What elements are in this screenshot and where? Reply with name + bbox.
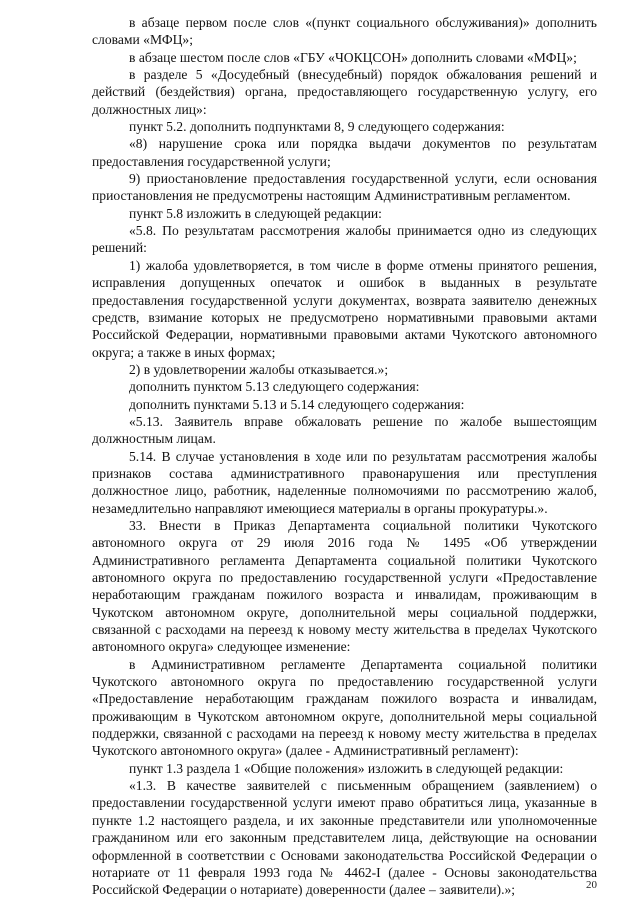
paragraph: 2) в удовлетворении жалобы отказывается.»; bbox=[129, 361, 389, 377]
paragraph: «5.8. По результатам рассмотрения жалобы принимается одно из следующих решений: bbox=[92, 223, 597, 256]
paragraph: «1.3. В качестве заявителей с письменным обращением (заявлением) о предоставлении государственной услуги имеют право обратиться лица, указанные в пункте 1.2 настоящего раздела, и их законные представители или уполномоченные гражданином или его законным представителем лица, действующие на основании оформленной в соответствии с Основами законодательства Российской Федерации о нотариате от 11 февраля 1993 года № 4462-I (далее - Основы законодательства Российской Федерации о нотариате) доверенности (далее – заявители).»; bbox=[92, 778, 597, 898]
paragraph: «5.13. Заявитель вправе обжаловать решение по жалобе вышестоящим должностным лицам. bbox=[92, 413, 597, 447]
paragraph: в разделе 5 «Досудебный (внесудебный) порядок обжалования решений и действий (бездействия) органа, предоставляющего государственную услугу, его должностных лиц»: bbox=[92, 67, 597, 117]
paragraph: пункт 5.2. дополнить подпунктами 8, 9 следующего содержания: bbox=[129, 119, 505, 135]
paragraph: 9) приостановление предоставления государственной услуги, если основания приостановления не предусмотрены настоящим Административным регламентом. bbox=[92, 171, 597, 204]
paragraph: 1) жалоба удовлетворяется, в том числе в форме отмены принятого решения, исправления допущенных опечаток и ошибок в выданных в результате предоставления государственной услуги документах, возврата заявителю денежных средств, взимание которых не предусмотрено нормативными правовыми актами Российской Федерации, нормативными правовыми актами Чукотского автономного округа; а также в иных формах; bbox=[92, 257, 597, 360]
paragraph: «8) нарушение срока или порядка выдачи документов по результатам предоставления государственной услуги; bbox=[92, 136, 597, 169]
paragraph: 5.14. В случае установления в ходе или по результатам рассмотрения жалобы признаков состава административного правонарушения или преступления должностное лицо, работник, наделенные полномочиями по рассмотрению жалоб, незамедлительно направляют имеющиеся материалы в органы прокуратуры.». bbox=[92, 448, 597, 516]
paragraph: пункт 1.3 раздела 1 «Общие положения» изложить в следующей редакции: bbox=[129, 760, 564, 776]
paragraph: дополнить пунктом 5.13 следующего содержания: bbox=[129, 379, 420, 395]
page-number: 20 bbox=[586, 879, 597, 891]
paragraph: в Административном регламенте Департамента социальной политики Чукотского автономного округа по предоставлению государственной услуги «Предоставление неработающим гражданам пожилого возраста и инвалидам, проживающим в Чукотском автономном округе, дополнительной меры социальной поддержки, связанной с расходами на переезд к новому месту жительства в пределах Чукотского автономного округа» (далее - Административный регламент): bbox=[92, 656, 597, 759]
document-body bbox=[92, 14, 597, 899]
paragraph: дополнить пунктами 5.13 и 5.14 следующего содержания: bbox=[129, 396, 465, 412]
paragraph: в абзаце первом после слов «(пункт социального обслуживания)» дополнить словами «МФЦ»; bbox=[92, 15, 597, 48]
paragraph: пункт 5.8 изложить в следующей редакции: bbox=[129, 205, 382, 221]
paragraph: 33. Внести в Приказ Департамента социальной политики Чукотского автономного округа от 29 июля 2016 года № 1495 «Об утверждении Административного регламента Департамента социальной политики Чукотского автономного округа по предоставлению государственной услуги «Предоставление неработающим гражданам пожилого возраста и инвалидам, проживающим в Чукотском автономном округе, дополнительной меры социальной поддержки, связанной с расходами на переезд к новому месту жительства в пределах Чукотского автономного округа» следующее изменение: bbox=[92, 517, 597, 655]
paragraph: в абзаце шестом после слов «ГБУ «ЧОКЦСОН» дополнить словами «МФЦ»; bbox=[129, 49, 577, 65]
